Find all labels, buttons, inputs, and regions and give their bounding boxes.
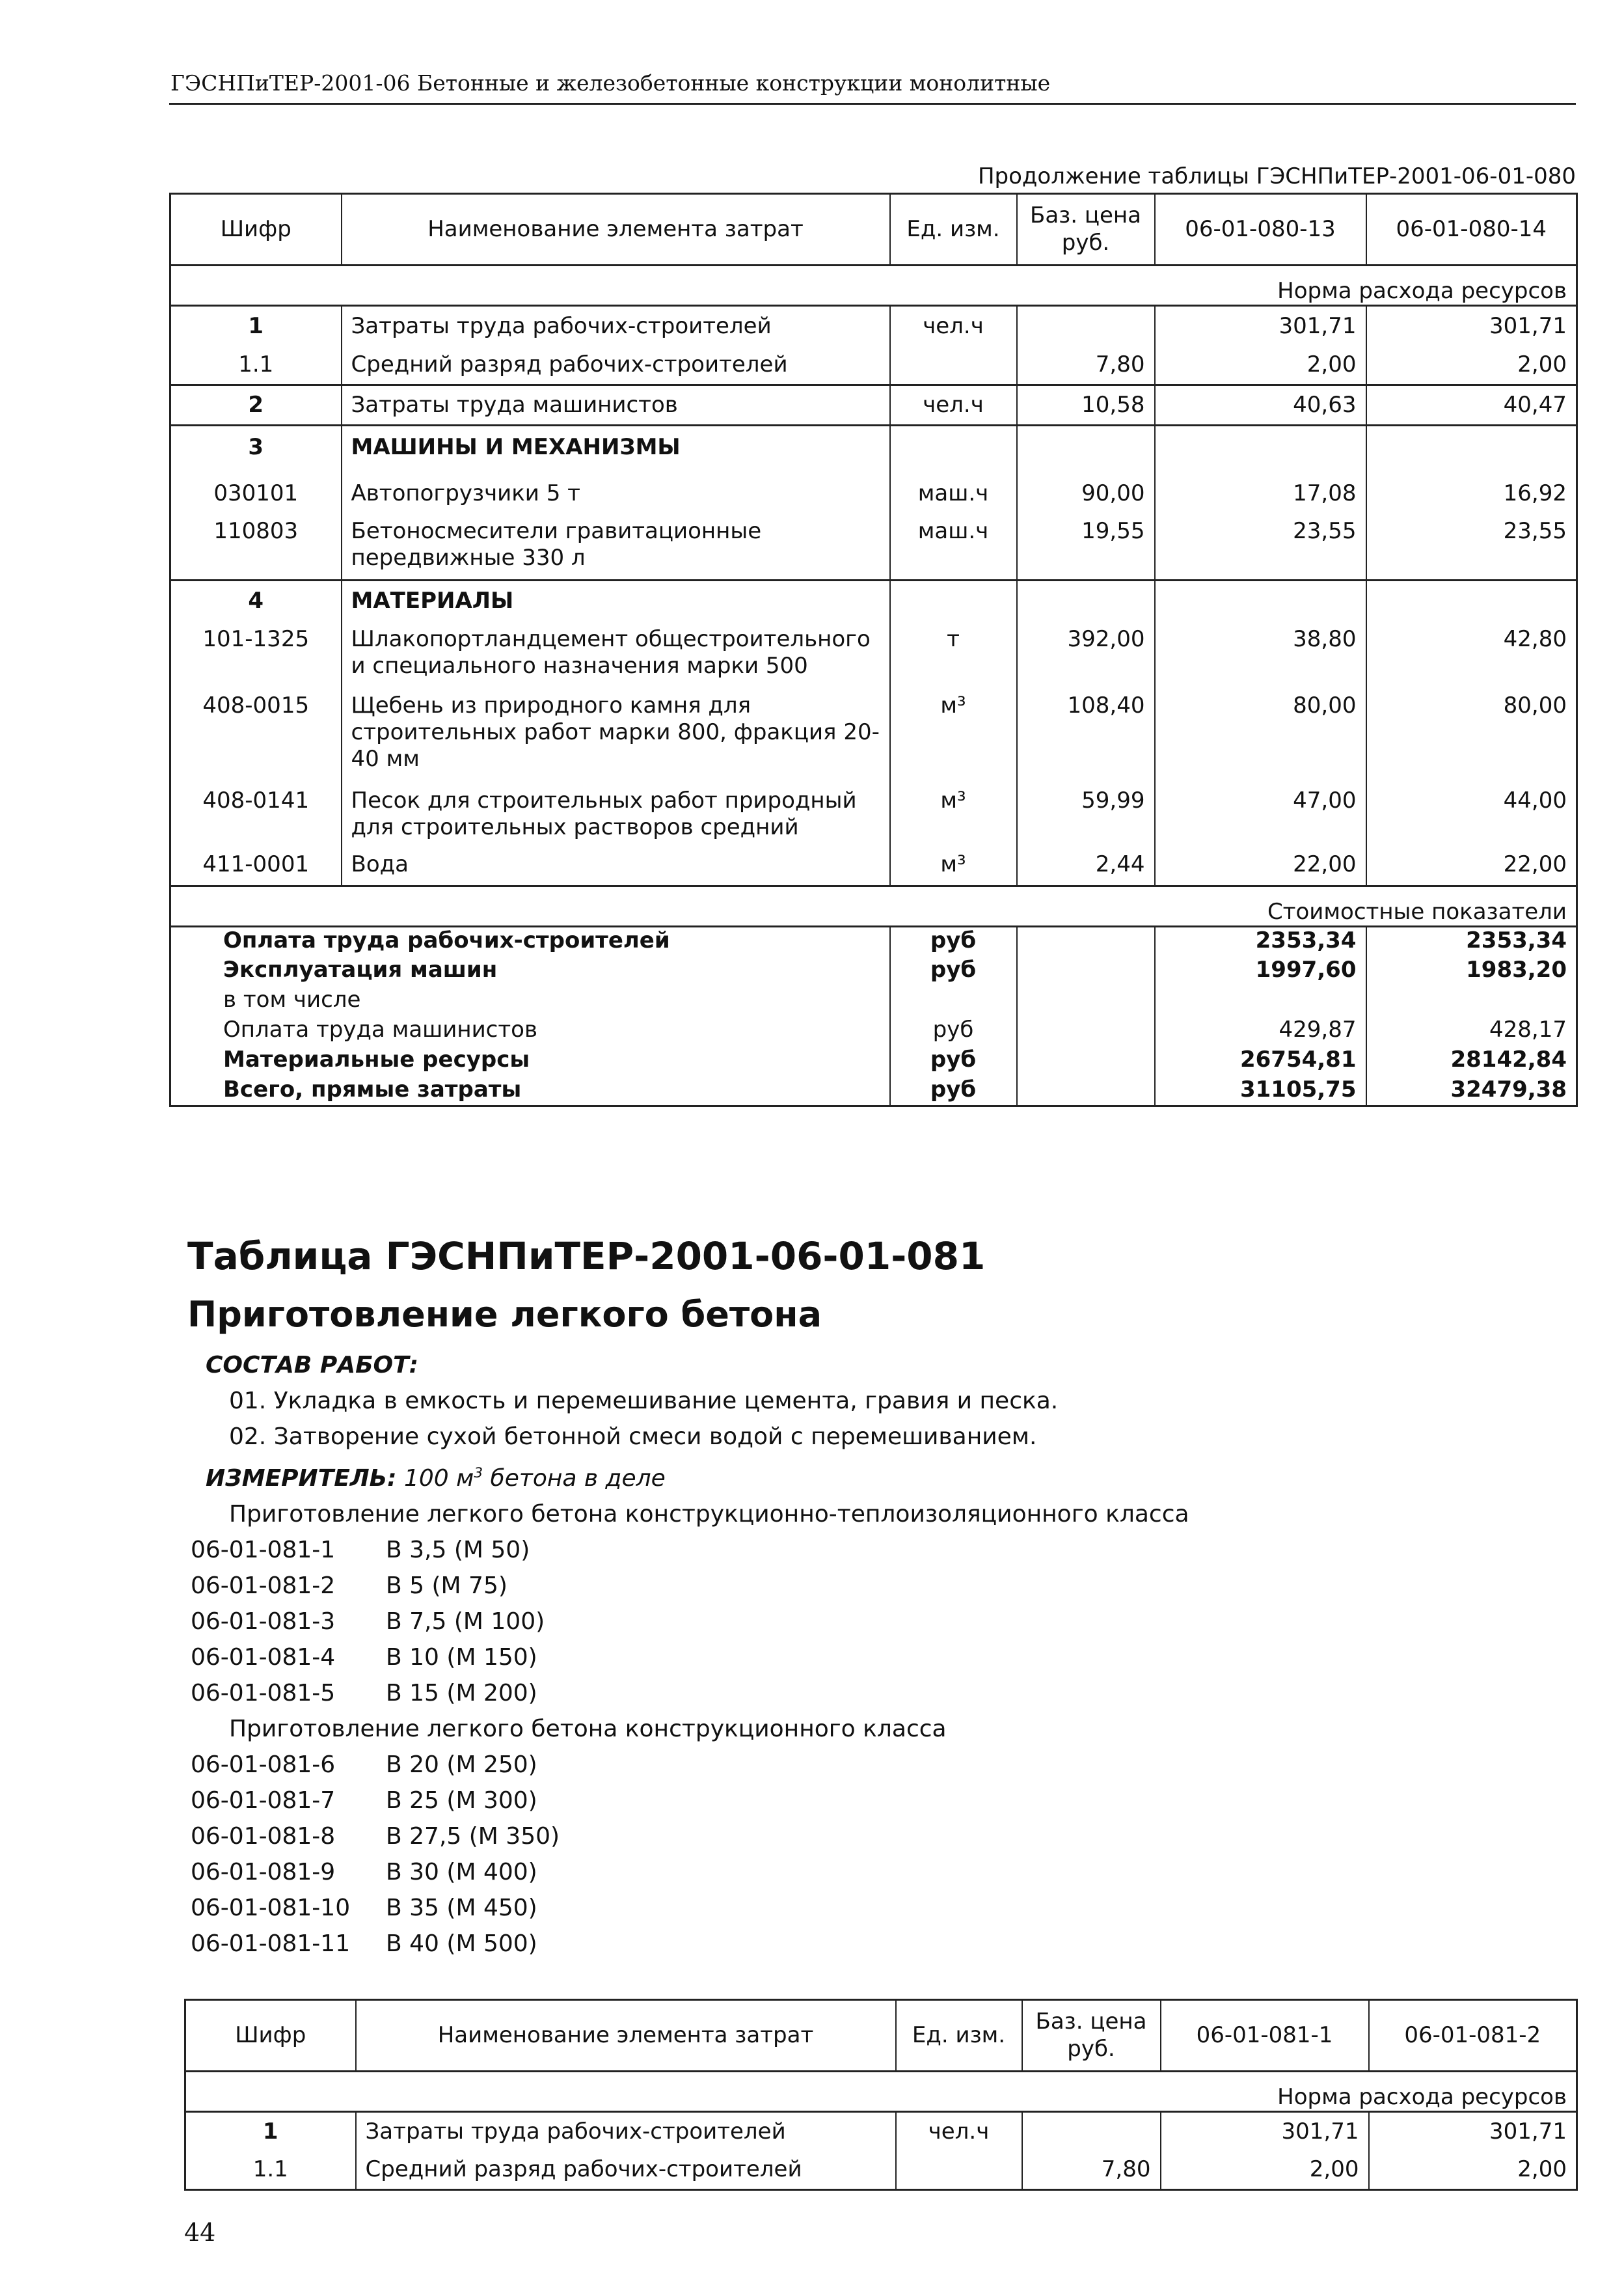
row-code: 408-0141 — [202, 787, 310, 814]
cost-label: Стоимостные показатели — [170, 886, 1577, 927]
row-value-1: 2,00 — [1161, 2151, 1369, 2190]
row-name: Шлакопортландцемент общестроительного и специального назначения марки 500 — [342, 621, 890, 687]
resource-table-080 — [169, 193, 1578, 1107]
row-price — [1017, 306, 1155, 346]
measure-value-suffix: бетона в деле — [483, 1465, 666, 1492]
row-unit — [890, 346, 1017, 385]
row-code: 2 — [170, 385, 342, 426]
row-price: 19,55 — [1017, 510, 1155, 581]
cost-value-1: 429,87 — [1155, 1017, 1366, 1047]
work-step: 01. Укладка в емкость и перемешивание цемента, гравия и песка. — [229, 1388, 1059, 1414]
work-step: 02. Затворение сухой бетонной смеси водой с перемешиванием. — [229, 1423, 1037, 1450]
row-unit: чел.ч — [890, 385, 1017, 426]
col-header-unit: Ед. изм. — [890, 194, 1017, 266]
cost-unit: руб — [890, 957, 1017, 987]
row-code: 3 — [170, 426, 342, 469]
cost-value-1 — [1155, 987, 1366, 1017]
measure-label: ИЗМЕРИТЕЛЬ: — [206, 1465, 397, 1492]
list-item — [191, 1644, 537, 1671]
row-name: Щебень из природного камня для строительных работ марки 800, фракция 20-40 мм — [342, 687, 890, 782]
row-name: Песок для строительных работ природный для строительных растворов средний — [342, 782, 890, 849]
table-row — [170, 621, 1577, 687]
item-code: 06-01-081-6 — [191, 1751, 336, 1778]
row-value-1 — [1155, 426, 1366, 469]
item-code: 06-01-081-3 — [191, 1608, 336, 1635]
col-header-code: Шифр — [220, 215, 291, 242]
norm-label: Норма расхода ресурсов — [185, 2072, 1577, 2112]
cost-price-empty — [1017, 987, 1155, 1017]
row-price: 10,58 — [1017, 385, 1155, 426]
running-header: ГЭСНПиТЕР-2001-06 Бетонные и железобетонные конструкции монолитные — [170, 70, 1051, 96]
table-row — [185, 2112, 1577, 2151]
cost-value-2 — [1366, 987, 1577, 1017]
row-value-2: 2,00 — [1366, 346, 1577, 385]
measure-value — [404, 1465, 666, 1492]
table-row-section — [170, 581, 1577, 621]
header-rule — [169, 103, 1576, 105]
row-unit — [890, 426, 1017, 469]
cost-name: Всего, прямые затраты — [223, 1076, 522, 1103]
row-name: Средний разряд рабочих-строителей — [356, 2151, 896, 2190]
cost-price-empty — [1017, 957, 1155, 987]
cost-name: Эксплуатация машин — [223, 956, 498, 983]
table-row — [170, 306, 1577, 346]
item-desc: В 20 (М 250) — [386, 1751, 537, 1778]
row-value-1: 301,71 — [1155, 306, 1366, 346]
page-number: 44 — [184, 2218, 216, 2247]
row-name: Автопогрузчики 5 т — [342, 469, 890, 510]
table-continuation-caption: Продолжение таблицы ГЭСНПиТЕР-2001-06-01-080 — [977, 163, 1576, 189]
item-code: 06-01-081-11 — [191, 1930, 351, 1957]
row-price: 7,80 — [1017, 346, 1155, 385]
cost-value-2: 428,17 — [1366, 1017, 1577, 1047]
resource-table-081 — [184, 1999, 1578, 2191]
item-code: 06-01-081-8 — [191, 1823, 336, 1850]
cost-unit — [890, 987, 1017, 1017]
table-row — [185, 2151, 1577, 2190]
item-code: 06-01-081-10 — [191, 1895, 351, 1921]
cost-name: Оплата труда машинистов — [223, 1016, 538, 1043]
table-row — [170, 849, 1577, 886]
cost-unit: руб — [890, 927, 1017, 957]
table-row — [170, 510, 1577, 581]
list-item — [191, 1787, 537, 1814]
row-unit: м³ — [890, 782, 1017, 849]
cost-label-row — [170, 886, 1577, 927]
list-item — [191, 1537, 530, 1563]
row-value-1: 22,00 — [1155, 849, 1366, 886]
row-name: МАШИНЫ И МЕХАНИЗМЫ — [342, 426, 890, 469]
row-name: Средний разряд рабочих-строителей — [342, 346, 890, 385]
row-unit: чел.ч — [896, 2112, 1022, 2151]
item-desc: В 15 (М 200) — [386, 1680, 537, 1706]
col-header-value-1: 06-01-081-1 — [1161, 2000, 1369, 2072]
table-row — [170, 385, 1577, 426]
row-price — [1017, 426, 1155, 469]
cost-unit: руб — [890, 1047, 1017, 1076]
list-item — [191, 1895, 537, 1921]
table-header-row — [185, 2000, 1577, 2072]
row-value-1: 17,08 — [1155, 469, 1366, 510]
row-name: Вода — [342, 849, 890, 886]
cost-value-1: 31105,75 — [1155, 1076, 1366, 1106]
row-code: 1.1 — [252, 2156, 288, 2183]
row-unit: маш.ч — [890, 469, 1017, 510]
item-desc: В 3,5 (М 50) — [386, 1537, 530, 1563]
cost-row — [170, 987, 1577, 1017]
row-code: 1 — [170, 306, 342, 346]
row-value-2: 301,71 — [1369, 2112, 1577, 2151]
row-value-2: 16,92 — [1366, 469, 1577, 510]
group-title: Приготовление легкого бетона конструкционно-теплоизоляционного класса — [229, 1501, 1189, 1528]
list-item — [191, 1823, 560, 1850]
row-code: 101-1325 — [202, 625, 310, 652]
measure-value-prefix: 100 м — [403, 1465, 474, 1492]
item-desc: В 40 (М 500) — [386, 1930, 537, 1957]
cost-value-1: 26754,81 — [1155, 1047, 1366, 1076]
item-code: 06-01-081-7 — [191, 1787, 336, 1814]
row-unit: м³ — [890, 849, 1017, 886]
list-item — [191, 1608, 545, 1635]
cost-row — [170, 1047, 1577, 1076]
item-desc: В 5 (М 75) — [386, 1572, 508, 1599]
row-unit: чел.ч — [890, 306, 1017, 346]
table-row — [170, 687, 1577, 782]
row-price: 59,99 — [1017, 782, 1155, 849]
row-code: 1.1 — [238, 351, 274, 378]
item-desc: В 10 (М 150) — [386, 1644, 537, 1671]
row-value-1: 301,71 — [1161, 2112, 1369, 2151]
row-value-2: 23,55 — [1366, 510, 1577, 581]
cost-value-2: 1983,20 — [1366, 957, 1577, 987]
row-value-2: 44,00 — [1366, 782, 1577, 849]
item-code: 06-01-081-5 — [191, 1680, 336, 1706]
row-unit — [896, 2151, 1022, 2190]
row-name: Затраты труда машинистов — [342, 385, 890, 426]
section-title: Таблица ГЭСНПиТЕР-2001-06-01-081 — [187, 1234, 986, 1278]
works-composition-label: СОСТАВ РАБОТ: — [206, 1352, 419, 1378]
row-value-2: 80,00 — [1366, 687, 1577, 782]
row-value-2: 301,71 — [1366, 306, 1577, 346]
col-header-price: Баз. цена руб. — [1022, 2000, 1161, 2072]
row-unit: т — [890, 621, 1017, 687]
row-value-2: 22,00 — [1366, 849, 1577, 886]
norm-label: Норма расхода ресурсов — [170, 266, 1577, 306]
col-header-unit: Ед. изм. — [896, 2000, 1022, 2072]
row-value-1 — [1155, 581, 1366, 621]
row-code: 408-0015 — [202, 692, 310, 719]
row-price: 392,00 — [1017, 621, 1155, 687]
row-code: 110803 — [213, 517, 299, 544]
row-code: 1 — [185, 2112, 356, 2151]
cost-row — [170, 927, 1577, 957]
col-header-name: Наименование элемента затрат — [356, 2000, 896, 2072]
col-header-value-1: 06-01-080-13 — [1155, 194, 1366, 266]
col-header-code: Шифр — [235, 2022, 306, 2048]
list-item — [191, 1680, 537, 1706]
item-desc: В 27,5 (М 350) — [386, 1823, 560, 1850]
cost-unit: руб — [890, 1076, 1017, 1106]
row-price: 2,44 — [1017, 849, 1155, 886]
measure-value-sup: 3 — [474, 1465, 483, 1481]
group-title: Приготовление легкого бетона конструкционного класса — [229, 1716, 947, 1742]
table-row — [170, 469, 1577, 510]
norm-label-row — [185, 2072, 1577, 2112]
row-price: 7,80 — [1022, 2151, 1161, 2190]
row-code: 030101 — [213, 480, 299, 506]
row-name: Затраты труда рабочих-строителей — [342, 306, 890, 346]
row-name: Затраты труда рабочих-строителей — [356, 2112, 896, 2151]
cost-row — [170, 1017, 1577, 1047]
row-price: 90,00 — [1017, 469, 1155, 510]
cost-price-empty — [1017, 1017, 1155, 1047]
row-value-2 — [1366, 426, 1577, 469]
col-header-name: Наименование элемента затрат — [342, 194, 890, 266]
list-item — [191, 1572, 508, 1599]
row-value-1: 80,00 — [1155, 687, 1366, 782]
row-price — [1017, 581, 1155, 621]
section-subtitle: Приготовление легкого бетона — [187, 1294, 822, 1335]
row-unit: маш.ч — [890, 510, 1017, 581]
row-unit — [890, 581, 1017, 621]
col-header-value-2: 06-01-080-14 — [1366, 194, 1577, 266]
row-value-1: 40,63 — [1155, 385, 1366, 426]
cost-price-empty — [1017, 1076, 1155, 1106]
item-desc: В 30 (М 400) — [386, 1859, 537, 1885]
cost-value-2: 32479,38 — [1366, 1076, 1577, 1106]
row-value-1: 2,00 — [1155, 346, 1366, 385]
item-code: 06-01-081-9 — [191, 1859, 336, 1885]
cost-value-2: 2353,34 — [1366, 927, 1577, 957]
item-code: 06-01-081-1 — [191, 1537, 336, 1563]
cost-unit: руб — [890, 1017, 1017, 1047]
row-price: 108,40 — [1017, 687, 1155, 782]
row-code: 411-0001 — [202, 851, 310, 877]
list-item — [191, 1859, 537, 1885]
list-item — [191, 1930, 537, 1957]
item-code: 06-01-081-4 — [191, 1644, 336, 1671]
cost-value-1: 1997,60 — [1155, 957, 1366, 987]
cost-name: Материальные ресурсы — [223, 1046, 530, 1073]
col-header-value-2: 06-01-081-2 — [1369, 2000, 1577, 2072]
item-desc: В 7,5 (М 100) — [386, 1608, 545, 1635]
list-item — [191, 1751, 537, 1778]
row-value-2: 40,47 — [1366, 385, 1577, 426]
cost-row — [170, 1076, 1577, 1106]
row-value-2: 42,80 — [1366, 621, 1577, 687]
cost-value-2: 28142,84 — [1366, 1047, 1577, 1076]
cost-name: Оплата труда рабочих-строителей — [170, 927, 890, 957]
norm-label-row — [170, 266, 1577, 306]
row-value-1: 23,55 — [1155, 510, 1366, 581]
cost-price-empty — [1017, 927, 1155, 957]
row-name: Бетоносмесители гравитационные передвижные 330 л — [342, 510, 890, 581]
table-row-section — [170, 426, 1577, 469]
cost-price-empty — [1017, 1047, 1155, 1076]
row-code: 4 — [170, 581, 342, 621]
row-unit: м³ — [890, 687, 1017, 782]
cost-name: в том числе — [223, 986, 361, 1013]
table-row — [170, 346, 1577, 385]
row-value-2: 2,00 — [1369, 2151, 1577, 2190]
measure-line — [206, 1465, 666, 1492]
row-price — [1022, 2112, 1161, 2151]
row-value-2 — [1366, 581, 1577, 621]
row-value-1: 47,00 — [1155, 782, 1366, 849]
row-name: МАТЕРИАЛЫ — [342, 581, 890, 621]
item-code: 06-01-081-2 — [191, 1572, 336, 1599]
item-desc: В 35 (М 450) — [386, 1895, 537, 1921]
col-header-price: Баз. цена руб. — [1017, 194, 1155, 266]
cost-value-1: 2353,34 — [1155, 927, 1366, 957]
table-row — [170, 782, 1577, 849]
row-value-1: 38,80 — [1155, 621, 1366, 687]
item-desc: В 25 (М 300) — [386, 1787, 537, 1814]
table-header-row — [170, 194, 1577, 266]
cost-row — [170, 957, 1577, 987]
